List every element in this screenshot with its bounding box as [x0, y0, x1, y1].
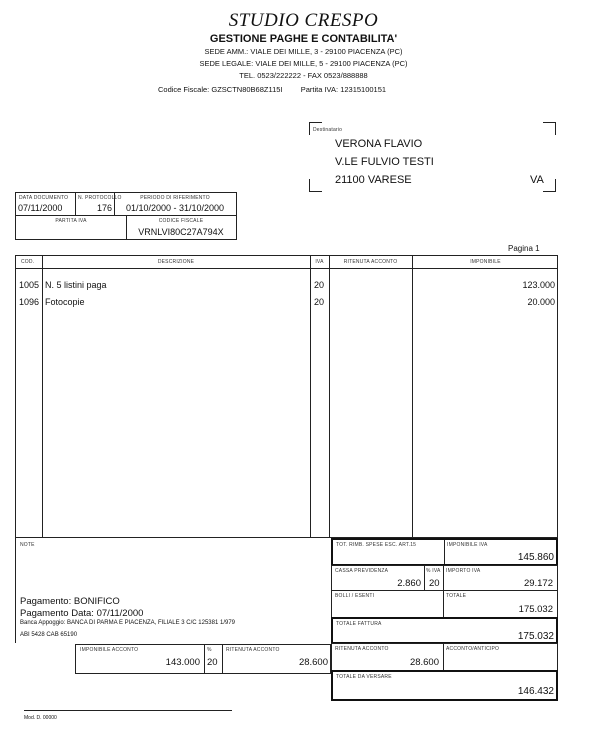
withholding-percent-value: 20: [207, 657, 218, 668]
column-header-description: DESCRIZIONE: [157, 259, 195, 265]
company-address-admin: SEDE AMM.: VIALE DEI MILLE, 3 - 29100 PIACENZA (PC): [204, 47, 403, 56]
total-value: 175.032: [518, 604, 553, 615]
advance-label: ACCONTO/ANTICIPO: [446, 646, 500, 652]
items-table: [15, 255, 558, 538]
taxable-withholding-value: 143.000: [165, 657, 200, 668]
invoice-total-box: [331, 617, 558, 644]
recipient-street: V.LE FULVIO TESTI: [335, 156, 434, 168]
payment-method: Pagamento: BONIFICO: [20, 596, 120, 607]
form-code: Mod. D. 00000: [24, 715, 57, 721]
row-description: Fotocopie: [45, 297, 85, 307]
payment-date: Pagamento Data: 07/11/2000: [20, 608, 144, 619]
row-iva: 20: [314, 297, 325, 307]
net-total-value: 146.432: [517, 686, 554, 697]
withholding-box: [75, 644, 331, 674]
net-total-box: [331, 670, 558, 701]
invoice-total-label: TOTALE FATTURA: [336, 621, 382, 627]
company-phone: TEL. 0523/222222 - FAX 0523/888888: [239, 71, 368, 80]
column-header-amount: IMPONIBILE: [470, 259, 501, 265]
totals-row-3: [331, 590, 558, 618]
vat-amount-value: 29.172: [523, 578, 553, 589]
company-address-legal: SEDE LEGALE: VIALE DEI MILLE, 5 - 29100 PIACENZA (PC): [199, 59, 408, 68]
pension-fund-label: CASSA PREVIDENZA: [335, 568, 389, 574]
recipient-box: [309, 122, 556, 192]
row-iva: 20: [314, 280, 325, 290]
footer-separator: [24, 710, 232, 711]
company-subtitle: GESTIONE PAGHE E CONTABILITA': [209, 33, 398, 45]
page-number: Pagina 1: [508, 244, 540, 253]
withholding-deduction-label: RITENUTA ACCONTO: [335, 646, 389, 652]
client-fiscal-code: VRNLVI80C27A794X: [138, 227, 224, 237]
pension-fund-value: 2.860: [397, 578, 421, 589]
taxable-withholding-label: IMPONIBILE ACCONTO: [80, 647, 139, 653]
recipient-name: VERONA FLAVIO: [335, 138, 423, 150]
document-number: 176: [96, 203, 112, 213]
net-total-label: TOTALE DA VERSARE: [336, 674, 392, 680]
vat-value: 12315100151: [340, 85, 387, 94]
totals-row-2: [331, 565, 558, 591]
fiscal-code-label: Codice Fiscale:: [158, 85, 210, 94]
totals-row-1: [331, 538, 558, 566]
withholding-amount-label: RITENUTA ACCONTO: [226, 647, 280, 653]
client-fiscal-label: CODICE FISCALE: [158, 218, 204, 224]
withholding-deduction-value: 28.600: [409, 657, 439, 668]
period-value: 01/10/2000 - 31/10/2000: [125, 203, 225, 213]
row-amount: 20.000: [527, 297, 555, 307]
row-code: 1005: [19, 280, 40, 290]
invoice-total-value: 175.032: [517, 631, 554, 642]
company-name: STUDIO CRESPO: [228, 10, 379, 31]
document-date-label: DATA DOCUMENTO: [19, 195, 69, 201]
column-header-iva: IVA: [315, 259, 324, 265]
notes-area: [15, 538, 332, 643]
recipient-label: Destinatario: [313, 127, 343, 133]
document-date: 07/11/2000: [18, 203, 63, 213]
reimbursement-label: TOT. RIMB. SPESE ESC. ART.15: [336, 542, 417, 548]
column-header-ritenuta: RITENUTA ACCONTO: [343, 259, 398, 265]
recipient-province: VA: [530, 174, 544, 186]
row-amount: 123.000: [522, 280, 555, 290]
vat-amount-label: IMPORTO IVA: [446, 568, 481, 574]
company-fiscal: [158, 85, 386, 94]
withholding-amount-value: 28.600: [298, 657, 328, 668]
withholding-percent-label: %: [207, 647, 212, 653]
vat-percent-label: % IVA: [426, 568, 441, 574]
notes-label: NOTE: [20, 542, 35, 548]
totals-row-5: [331, 643, 558, 671]
vat-taxable-value: 145.860: [517, 552, 554, 563]
abi-cab: ABI 5428 CAB 65190: [20, 632, 78, 638]
document-number-label: N. PROTOCOLLO: [78, 195, 122, 201]
column-header-code: COD.: [21, 259, 35, 265]
total-label: TOTALE: [446, 593, 467, 599]
fiscal-code-value: GZSCTN80B68Z115I: [211, 85, 283, 94]
vat-label: Partita IVA:: [300, 85, 339, 94]
stamps-label: BOLLI / ESENTI: [335, 593, 375, 599]
client-vat-label: PARTITA IVA: [55, 218, 87, 224]
vat-percent-value: 20: [429, 578, 440, 589]
vat-taxable-label: IMPONIBILE IVA: [447, 542, 488, 548]
period-label: PERIODO DI RIFERIMENTO: [140, 195, 210, 201]
bank-info: Banca Appoggio: BANCA DI PARMA E PIACENZA, FILIALE 3 C/C 125381 1/979: [20, 620, 236, 626]
row-code: 1096: [19, 297, 40, 307]
recipient-city: 21100 VARESE: [335, 174, 412, 186]
row-description: N. 5 listini paga: [45, 280, 107, 290]
document-info-box: [15, 192, 237, 240]
